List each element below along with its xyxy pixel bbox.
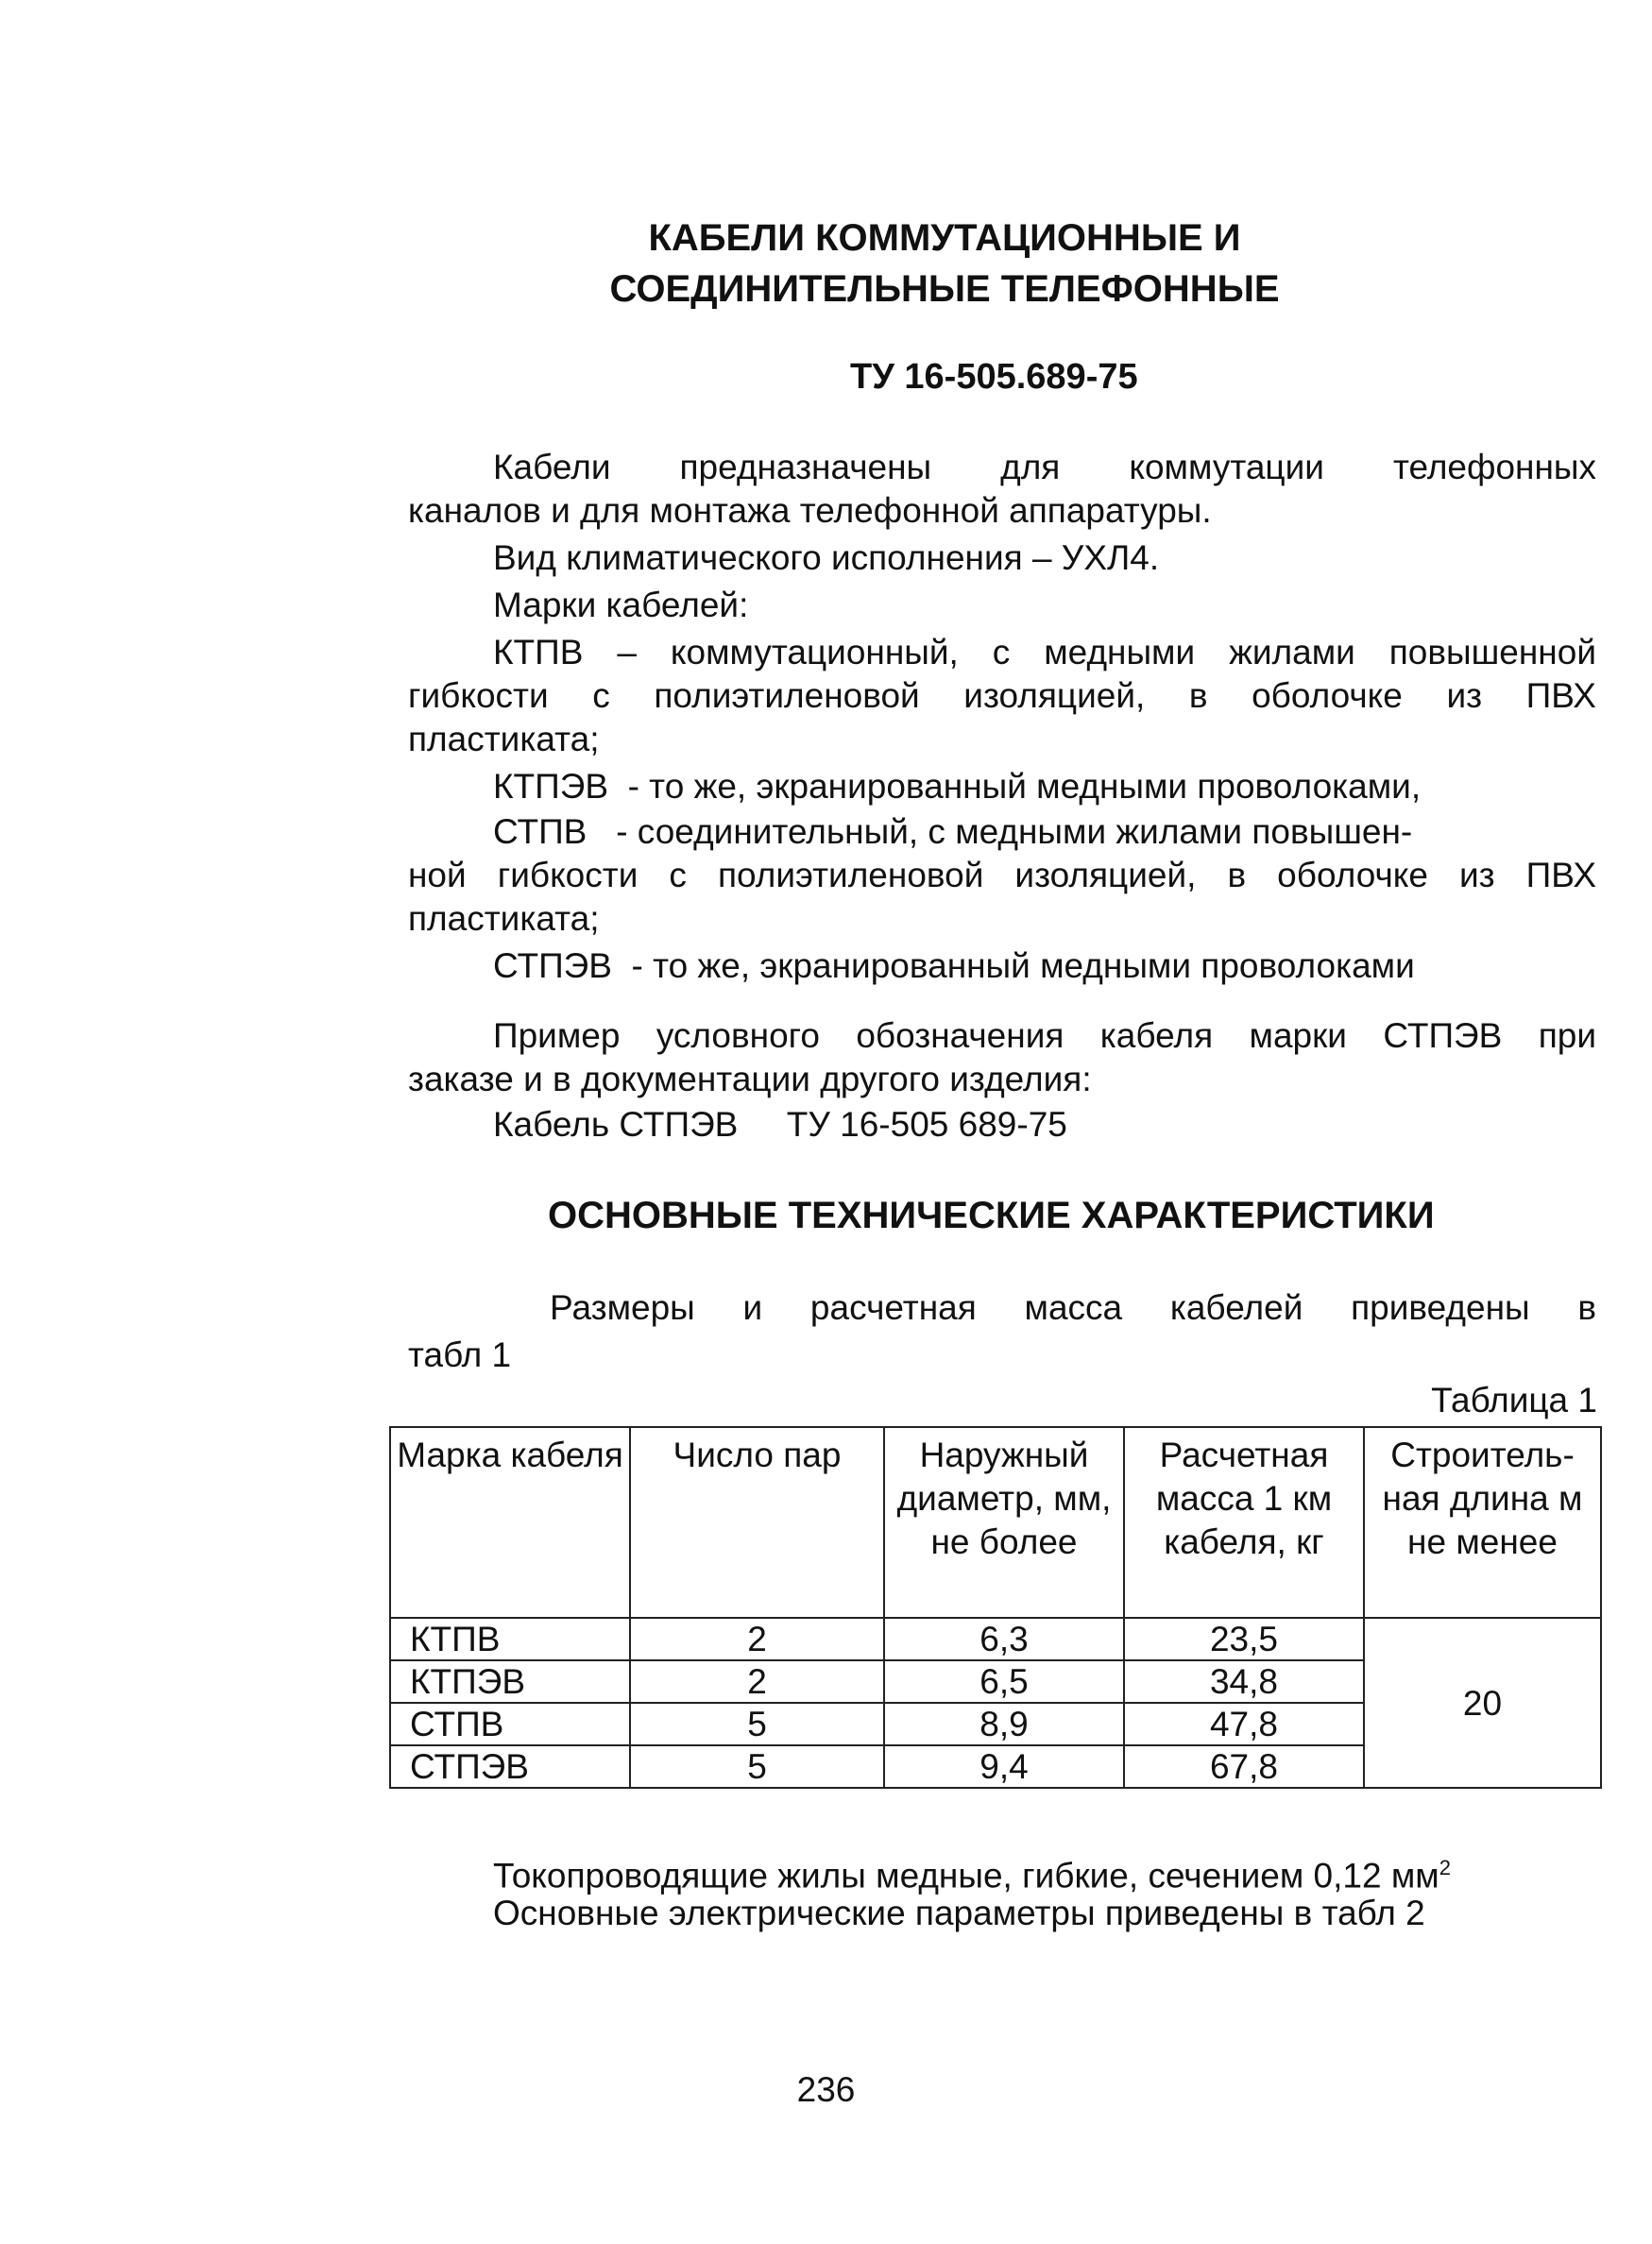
cell-pairs: 2: [630, 1618, 884, 1660]
header-pairs: Число пар: [630, 1427, 884, 1618]
section-text-line-1: Размеры и расчетная масса кабелей приведены в: [550, 1288, 1596, 1327]
cell-brand: СТПЭВ: [390, 1745, 630, 1788]
stpv-line-2: ной гибкости с полиэтиленовой изоляцией, в оболочке из ПВХ: [408, 856, 1596, 894]
cell-diameter: 6,3: [884, 1618, 1124, 1660]
stpv-line-3: пластиката;: [408, 899, 600, 938]
cell-brand: СТПВ: [390, 1703, 630, 1745]
cell-diameter: 9,4: [884, 1745, 1124, 1788]
brands-label: Марки кабелей:: [493, 586, 749, 624]
cell-diameter: 6,5: [884, 1660, 1124, 1703]
header-diameter: Наружный диаметр, мм, не более: [884, 1427, 1124, 1618]
stpev-text: СТПЭВ - то же, экранированный медными проволоками: [493, 946, 1415, 985]
section-title: ОСНОВНЫЕ ТЕХНИЧЕСКИЕ ХАРАКТЕРИСТИКИ: [548, 1195, 1435, 1236]
title-line-2: СОЕДИНИТЕЛЬНЫЕ ТЕЛЕФОННЫЕ: [609, 268, 1280, 310]
cell-mass: 47,8: [1124, 1703, 1364, 1745]
cell-mass: 23,5: [1124, 1618, 1364, 1660]
cell-diameter: 8,9: [884, 1703, 1124, 1745]
title-line-1: КАБЕЛИ КОММУТАЦИОННЫЕ И: [648, 217, 1241, 259]
tu-code: ТУ 16-505.689-75: [850, 357, 1138, 397]
cell-pairs: 5: [630, 1703, 884, 1745]
stpv-line-1: СТПВ - соединительный, с медными жилами повышен-: [493, 812, 1413, 851]
ktpev-text: КТПЭВ - то же, экранированный медными проволоками,: [493, 767, 1422, 806]
cable-specs-table: [389, 1426, 1602, 1789]
climate-text: Вид климатического исполнения – УХЛ4.: [493, 538, 1160, 577]
note-line-2: Основные электрические параметры приведены в табл 2: [493, 1894, 1425, 1932]
note-superscript: 2: [1439, 1856, 1451, 1879]
cell-pairs: 2: [630, 1660, 884, 1703]
section-text-line-2: табл 1: [408, 1335, 512, 1374]
example-line-1: Пример условного обозначения кабеля марки СТПЭВ при: [493, 1016, 1596, 1055]
table-row: [390, 1618, 1601, 1660]
page-number: 236: [796, 2070, 856, 2109]
cell-brand: КТПВ: [390, 1618, 630, 1660]
cell-length: 20: [1364, 1618, 1601, 1788]
example-line-2: заказе и в документации другого изделия:: [408, 1060, 1092, 1098]
cell-mass: 67,8: [1124, 1745, 1364, 1788]
intro-line-2: каналов и для монтажа телефонной аппаратуры.: [408, 491, 1212, 530]
header-length: Строитель-ная длина м не менее: [1364, 1427, 1601, 1618]
header-brand: Марка кабеля: [390, 1427, 630, 1618]
table-caption: Таблица 1: [1431, 1381, 1597, 1420]
cell-brand: КТПЭВ: [390, 1660, 630, 1703]
ktpv-line-1: КТПВ – коммутационный, с медными жилами повышенной: [493, 633, 1596, 672]
example-line-3: Кабель СТПЭВ ТУ 16-505 689-75: [493, 1105, 1067, 1144]
cell-pairs: 5: [630, 1745, 884, 1788]
intro-line-1: Кабели предназначены для коммутации телефонных: [493, 448, 1596, 486]
ktpv-line-2: гибкости с полиэтиленовой изоляцией, в оболочке из ПВХ: [408, 676, 1596, 715]
note-line-1: [493, 1846, 1451, 1897]
cell-mass: 34,8: [1124, 1660, 1364, 1703]
note-line-1-text: Токопроводящие жилы медные, гибкие, сечением 0,12 мм: [493, 1856, 1439, 1896]
table-header-row: [390, 1427, 1601, 1618]
header-mass: Расчетная масса 1 км кабеля, кг: [1124, 1427, 1364, 1618]
ktpv-line-3: пластиката;: [408, 720, 600, 758]
